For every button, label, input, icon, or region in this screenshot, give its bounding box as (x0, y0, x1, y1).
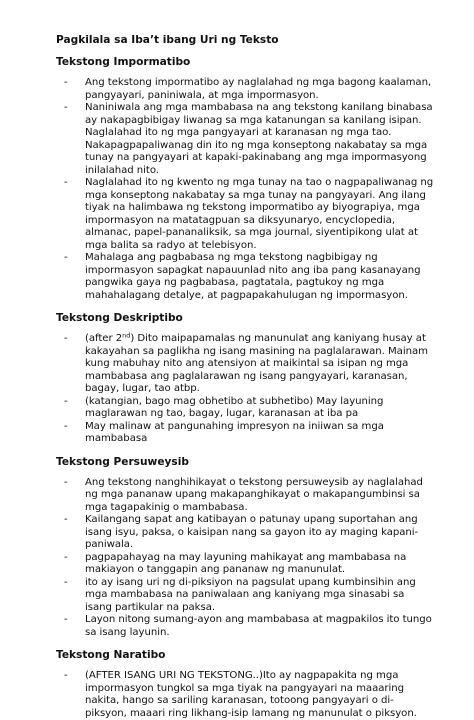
bullet-dash: - (64, 551, 68, 563)
bullet-dash: - (64, 514, 68, 525)
list-item-text: Ang tekstong impormatibo ay naglalahad ng mga bagong kaalaman, pangyayari, paniniwala, at mga impormasyon. (85, 77, 432, 101)
bullet-dash: - (64, 614, 68, 625)
list-item (56, 333, 434, 396)
list-item (56, 177, 434, 252)
bullet-dash: - (64, 77, 68, 88)
list-item-text: Layon nitong sumang-ayon ang mambabasa at magpakilos ito tungo sa isang layunin. (85, 614, 432, 638)
bullet-dash: - (64, 333, 68, 344)
list-item (56, 396, 434, 421)
bullet-dash: - (64, 395, 68, 407)
list-item-text: May malinaw at pangunahing impresyon na iniiwan sa mga mambabasa (85, 420, 384, 444)
list-item (56, 77, 434, 102)
section-heading-persuweysib: Tekstong Persuweysib (56, 455, 189, 468)
list-item (56, 552, 434, 577)
list-item (56, 514, 434, 552)
list-item-text: ito ay isang uri ng di-piksiyon na pagsulat upang kumbinsihin ang mga mambabasa na paniwalaan ang kaniyang mga sinasabi sa isang partikular na paksa. (85, 576, 416, 613)
list-item (56, 577, 434, 615)
superscript-nd: nd (122, 331, 131, 340)
list-deskriptibo (56, 333, 434, 446)
list-item-text: Mahalaga ang pagbabasa ng mga tekstong nagbibigay ng impormasyon sapagkat napauunlad nito ang iba pang kasanayang pangwika gaya ng pagbabasa, pagtatala, pagtukoy ng mga mahahalagang detalye, at pagpapakahulugan ng impormasyon. (85, 252, 421, 301)
bullet-dash: - (64, 420, 68, 432)
list-item (56, 670, 434, 720)
list-item (56, 102, 434, 177)
bullet-dash: - (64, 576, 68, 588)
list-item-text: Kailangang sapat ang katibayan o patunay upang suportahan ang isang isyu, paksa, o kaisipan nang sa gayon ito ay maging kapani-paniwala. (85, 514, 419, 550)
list-item-text-rest: ) Dito maipapamalas ng manunulat ang kaniyang husay at kakayahan sa paglikha ng isang masining na paglalarawan. Mainam kung mabuhay nito ang atensiyon at maikintal sa isipan ng mga mambabasa ang paglalarawan ng isang pangyayari, karanasan, bagay, lugar, tao atbp. (85, 333, 428, 394)
list-item (56, 614, 434, 639)
bullet-dash: - (64, 177, 68, 188)
list-item (56, 421, 434, 446)
list-item-text: Ang tekstong nanghihikayat o tekstong persuweysib ay naglalahad ng mga pananaw upang makapanghikayat o makapangumbinsi sa mga tagapakinig o mambabasa. (85, 476, 423, 513)
section-heading-impormatibo: Tekstong Impormatibo (56, 56, 191, 68)
list-item-text-open: (after 2 (85, 333, 123, 344)
list-item-text: (AFTER ISANG URI NG TEKSTONG..)Ito ay nagpapakita ng mga impormasyon tungkol sa mga tiyak na pangyayari na maaaring nakita, hango sa sariling karanasan, totoong pangyayari o di-piksyon, maaari ring likhang-isip lamang ng manunulat o piksyon. (85, 670, 417, 719)
section-heading-deskriptibo: Tekstong Deskriptibo (56, 312, 183, 324)
list-item-text: (katangian, bago mag obhetibo at subhetibo) May layuning maglarawan ng tao, bagay, lugar, karanasan at iba pa (85, 395, 384, 419)
section-heading-naratibo: Tekstong Naratibo (56, 649, 166, 661)
bullet-dash: - (64, 252, 68, 263)
page-title: Pagkilala sa Iba’t ibang Uri ng Teksto (56, 34, 279, 46)
list-item-text: pagpapahayag na may layuning mahikayat ang mambabasa na makiayon o tanggapin ang pananaw ng manunulat. (85, 551, 407, 575)
list-naratibo (56, 670, 434, 720)
list-impormatibo (56, 77, 434, 302)
bullet-dash: - (64, 102, 68, 113)
list-persuweysib (56, 477, 434, 640)
list-item (56, 477, 434, 515)
bullet-dash: - (64, 670, 68, 681)
list-item (56, 252, 434, 302)
list-item-text: Naniniwala ang mga mambabasa na ang tekstong kanilang binabasa ay nakapagbibigay liwanag sa mga katanungan sa kanilang isipan. Naglalahad ito ng mga pangyayari at karanasan ng mga tao. Nakapagpapaliwanag din ito ng mga konseptong nakabatay sa mga tunay na pangyayari at kapaki-pakinabang ang mga impormasyong inilalahad nito. (85, 102, 433, 176)
bullet-dash: - (64, 476, 68, 488)
list-item-text: Naglalahad ito ng kwento ng mga tunay na tao o nagpapaliwanag ng mga konseptong nakabatay sa mga tunay na pangyayari. Ang ilang tiyak na halimbawa ng tekstong impormatibo ay biyograpiya, mga impormasyon na matatagpuan sa diksyunaryo, encyclopedia, almanac, papel-pananaliksik, sa mga journal, siyentipikong ulat at mga balita sa radyo at telebisyon. (85, 177, 434, 251)
